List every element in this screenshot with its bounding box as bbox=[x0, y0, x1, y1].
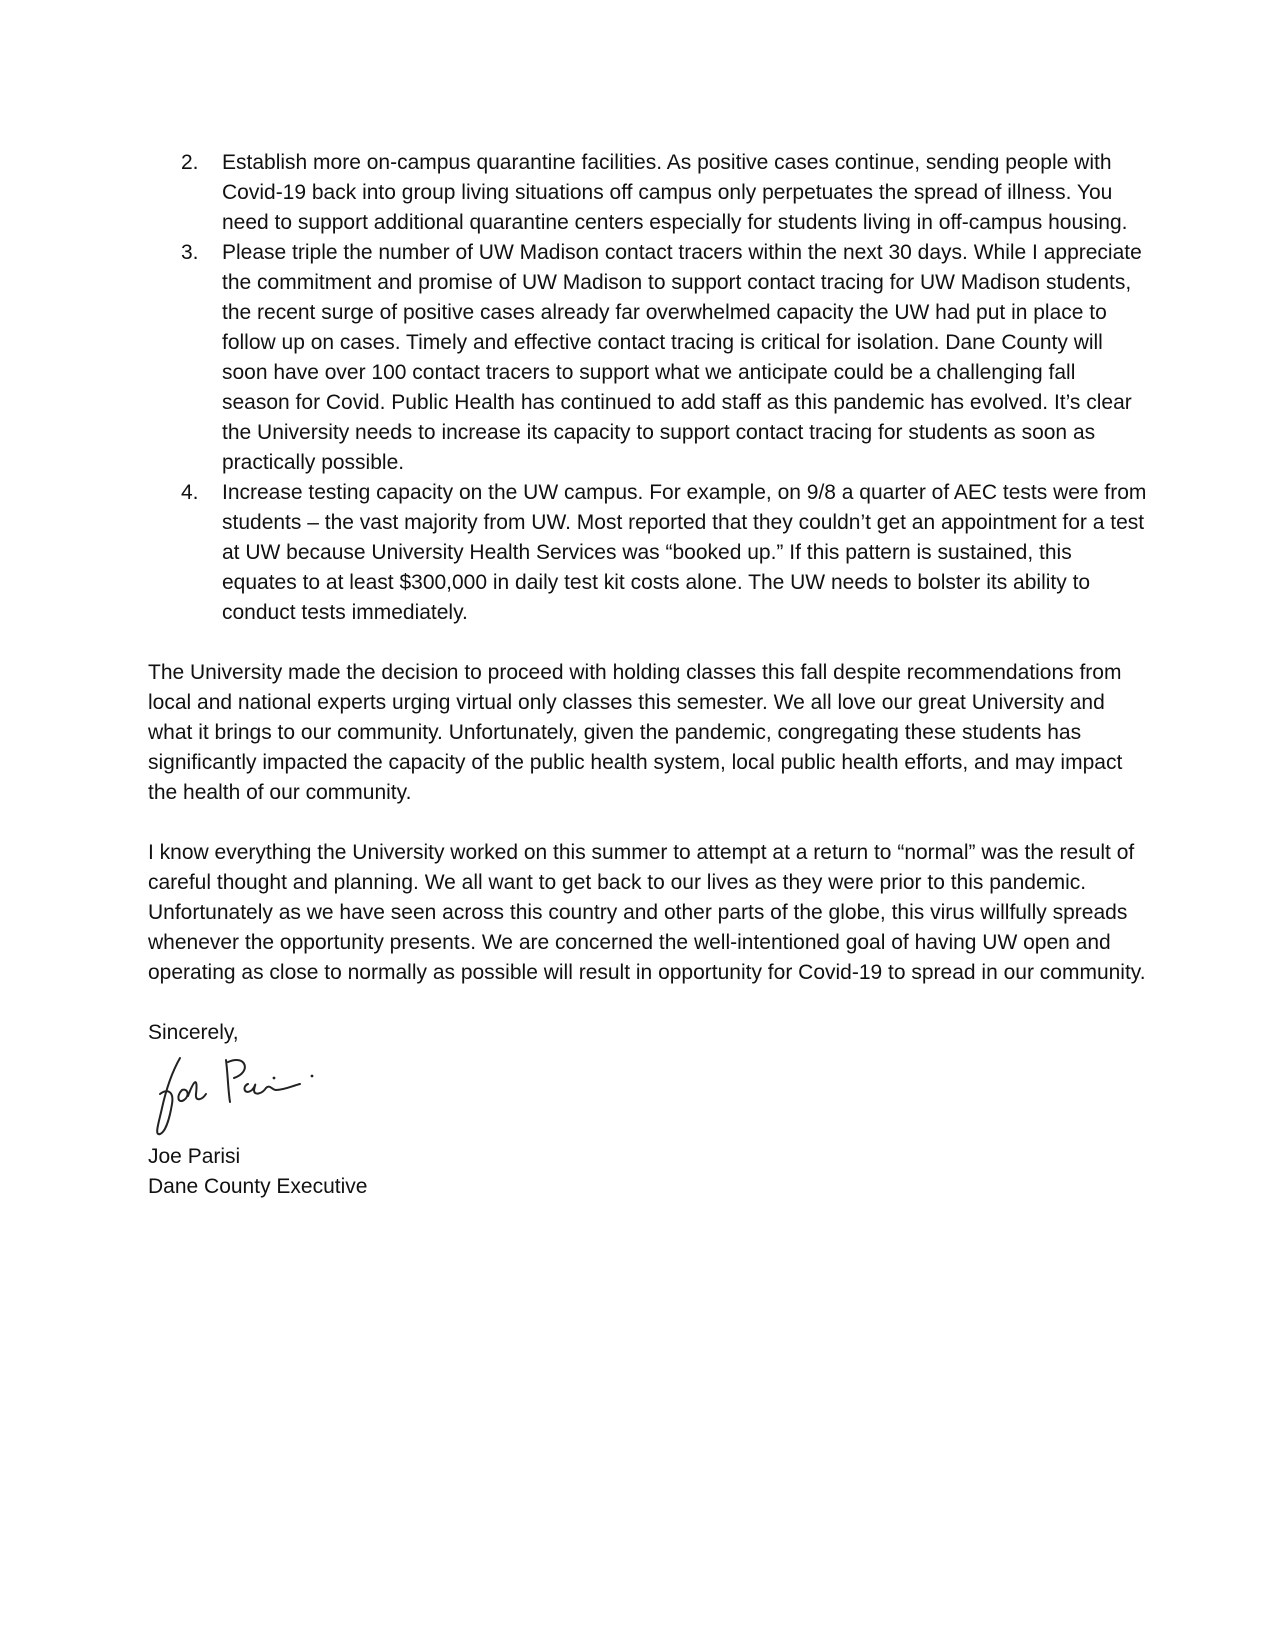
signer-title: Dane County Executive bbox=[148, 1175, 368, 1198]
letter-body bbox=[148, 148, 1148, 1202]
paragraph-return-to-normal: I know everything the University worked on this summer to attempt at a return to “normal” was the result of careful thought and planning. We all want to get back to our lives as they were prior to this pandemic. Unfortunately as we have seen across this country and other parts of the globe, this virus willfully spreads whenever the opportunity presents. We are concerned the well-intentioned goal of having UW open and operating as close to normally as possible will result in opportunity for Covid-19 to spread in our community. bbox=[148, 841, 1146, 984]
list-item bbox=[148, 478, 1148, 628]
list-item bbox=[148, 238, 1148, 478]
list-item-number: 2. bbox=[181, 151, 199, 174]
recommendations-list bbox=[148, 148, 1148, 628]
closing-salutation: Sincerely, bbox=[148, 1021, 239, 1044]
list-item-number: 3. bbox=[181, 241, 199, 264]
list-item-text: Increase testing capacity on the UW campus. For example, on 9/8 a quarter of AEC tests were from students – the vast majority from UW. Most reported that they couldn’t get an appointment for a test at UW because University Health Services was “booked up.” If this pattern is sustained, this equates to at least $300,000 in daily test kit costs alone. The UW needs to bolster its ability to conduct tests immediately. bbox=[222, 481, 1147, 624]
paragraph-university-decision: The University made the decision to proceed with holding classes this fall despite recommendations from local and national experts urging virtual only classes this semester. We all love our great University and what it brings to our community. Unfortunately, given the pandemic, congregating these students has significantly impacted the capacity of the public health system, local public health efforts, and may impact the health of our community. bbox=[148, 661, 1123, 804]
list-item-number: 4. bbox=[181, 481, 199, 504]
signer-name: Joe Parisi bbox=[148, 1145, 241, 1168]
closing-block bbox=[148, 1018, 1148, 1202]
list-item-text: Please triple the number of UW Madison contact tracers within the next 30 days. While I appreciate the commitment and promise of UW Madison to support contact tracing for UW Madison students, the recent surge of positive cases already far overwhelmed capacity the UW had put in place to follow up on cases. Timely and effective contact tracing is critical for isolation. Dane County will soon have over 100 contact tracers to support what we anticipate could be a challenging fall season for Covid. Public Health has continued to add staff as this pandemic has evolved. It’s clear the University needs to increase its capacity to support contact tracing for students as soon as practically possible. bbox=[222, 241, 1142, 474]
handwritten-signature bbox=[148, 1050, 328, 1140]
list-item-text: Establish more on-campus quarantine facilities. As positive cases continue, sending people with Covid-19 back into group living situations off campus only perpetuates the spread of illness. You need to support additional quarantine centers especially for students living in off-campus housing. bbox=[222, 151, 1128, 234]
list-item bbox=[148, 148, 1148, 238]
